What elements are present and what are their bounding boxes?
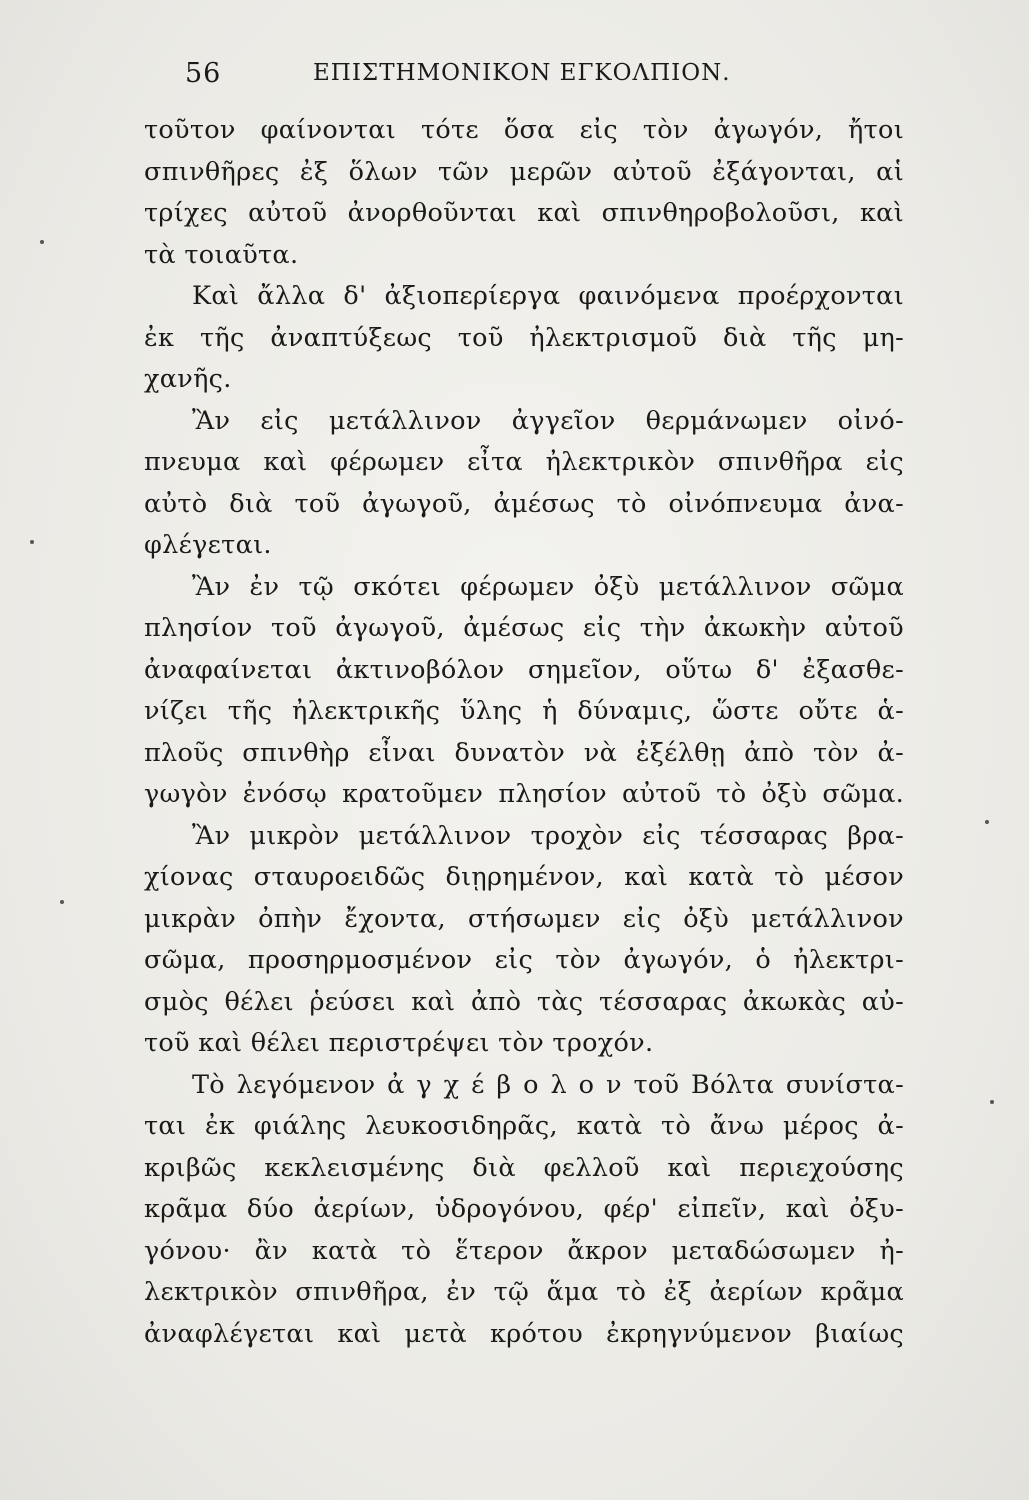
ink-speck xyxy=(30,540,34,544)
text-line: τὰ τοιαῦτα. xyxy=(144,239,299,270)
text-line: ἀναφλέγεται καὶ μετὰ κρότου ἐκρηγνύμενον βιαίως xyxy=(144,1318,904,1349)
text-line: ται ἐκ φιάλης λευκοσιδηρᾶς, κατὰ τὸ ἄνω μέρος ἀ- xyxy=(144,1111,904,1141)
text-line: τοῦτον φαίνονται τότε ὅσα εἰς τὸν ἀγωγόν, ἤτοι xyxy=(144,115,904,145)
text-line: νίζει τῆς ἠλεκτρικῆς ὕλης ἡ δύναμις, ὥστε οὔτε ἁ- xyxy=(144,696,904,726)
text-line: μικρὰν ὀπὴν ἔχοντα, στήσωμεν εἰς ὀξὺ μετάλλινον xyxy=(144,903,904,934)
text-line: πλησίον τοῦ ἀγωγοῦ, ἀμέσως εἰς τὴν ἀκωκὴν αὐτοῦ xyxy=(144,613,904,643)
text-line: Ἂν μικρὸν μετάλλινον τροχὸν εἰς τέσσαρας βρα- xyxy=(192,820,904,851)
text-line: κριβῶς κεκλεισμένης διὰ φελλοῦ καὶ περιεχούσης xyxy=(144,1152,904,1183)
text-line: Καὶ ἄλλα δ' ἀξιοπερίεργα φαινόμενα προέρχονται xyxy=(192,281,904,311)
text-line: αὐτὸ διὰ τοῦ ἀγωγοῦ, ἀμέσως τὸ οἰνόπνευμα ἀνα- xyxy=(144,488,904,519)
text-line: ἀναφαίνεται ἀκτινοβόλον σημεῖον, οὕτω δ' ἐξασθε- xyxy=(144,654,904,685)
text-line: λεκτρικὸν σπινθῆρα, ἐν τῷ ἅμα τὸ ἐξ ἀερίων κρᾶμα xyxy=(144,1277,904,1307)
page-number: 56 xyxy=(185,58,222,89)
text-line: σμὸς θέλει ῥεύσει καὶ ἀπὸ τὰς τέσσαρας ἀκωκὰς αὐ- xyxy=(144,986,904,1017)
text-line: χίονας σταυροειδῶς διῃρημένον, καὶ κατὰ τὸ μέσον xyxy=(144,862,904,892)
text-line: ἐκ τῆς ἀναπτύξεως τοῦ ἠλεκτρισμοῦ διὰ τῆς μη- xyxy=(144,322,904,353)
page-header xyxy=(185,58,760,98)
text-line: πλοῦς σπινθὴρ εἶναι δυνατὸν νὰ ἐξέλθῃ ἀπὸ τὸν ἀ- xyxy=(144,737,904,768)
text-line: τοῦ καὶ θέλει περιστρέψει τὸν τροχόν. xyxy=(144,1028,654,1058)
ink-speck xyxy=(60,900,64,904)
ink-speck xyxy=(40,240,44,244)
body-text xyxy=(144,110,904,1355)
text-line: γωγὸν ἐνόσῳ κρατοῦμεν πλησίον αὐτοῦ τὸ ὀξὺ σῶμα. xyxy=(144,779,904,809)
text-line: χανῆς. xyxy=(144,364,232,394)
text-line: γόνου· ἂν κατὰ τὸ ἕτερον ἄκρον μεταδώσωμεν ἠ- xyxy=(144,1235,904,1266)
text-line: Τὸ λεγόμενον ἀ γ χ έ β ο λ ο ν τοῦ Βόλτα συνίστα- xyxy=(192,1069,904,1100)
ink-speck xyxy=(985,820,989,824)
text-line: κρᾶμα δύο ἀερίων, ὑδρογόνου, φέρ' εἰπεῖν, καὶ ὀξυ- xyxy=(144,1194,904,1224)
ink-speck xyxy=(990,1100,994,1104)
text-line: τρίχες αὐτοῦ ἀνορθοῦνται καὶ σπινθηροβολοῦσι, καὶ xyxy=(144,198,904,228)
text-line: σῶμα, προσηρμοσμένον εἰς τὸν ἀγωγόν, ὁ ἠλεκτρι- xyxy=(144,945,904,975)
text-line: φλέγεται. xyxy=(144,530,272,560)
text-line: Ἂν ἐν τῷ σκότει φέρωμεν ὀξὺ μετάλλινον σῶμα xyxy=(192,571,904,602)
text-line: Ἂν εἰς μετάλλινον ἀγγεῖον θερμάνωμεν οἰνό- xyxy=(192,405,904,436)
text-line: πνευμα καὶ φέρωμεν εἶτα ἠλεκτρικὸν σπινθῆρα εἰς xyxy=(144,447,904,477)
running-title: ΕΠΙΣΤΗΜΟΝΙΚΟΝ ΕΓΚΟΛΠΙΟΝ. xyxy=(313,60,731,86)
text-line: σπινθῆρες ἐξ ὅλων τῶν μερῶν αὐτοῦ ἐξάγονται, αἱ xyxy=(144,156,904,187)
